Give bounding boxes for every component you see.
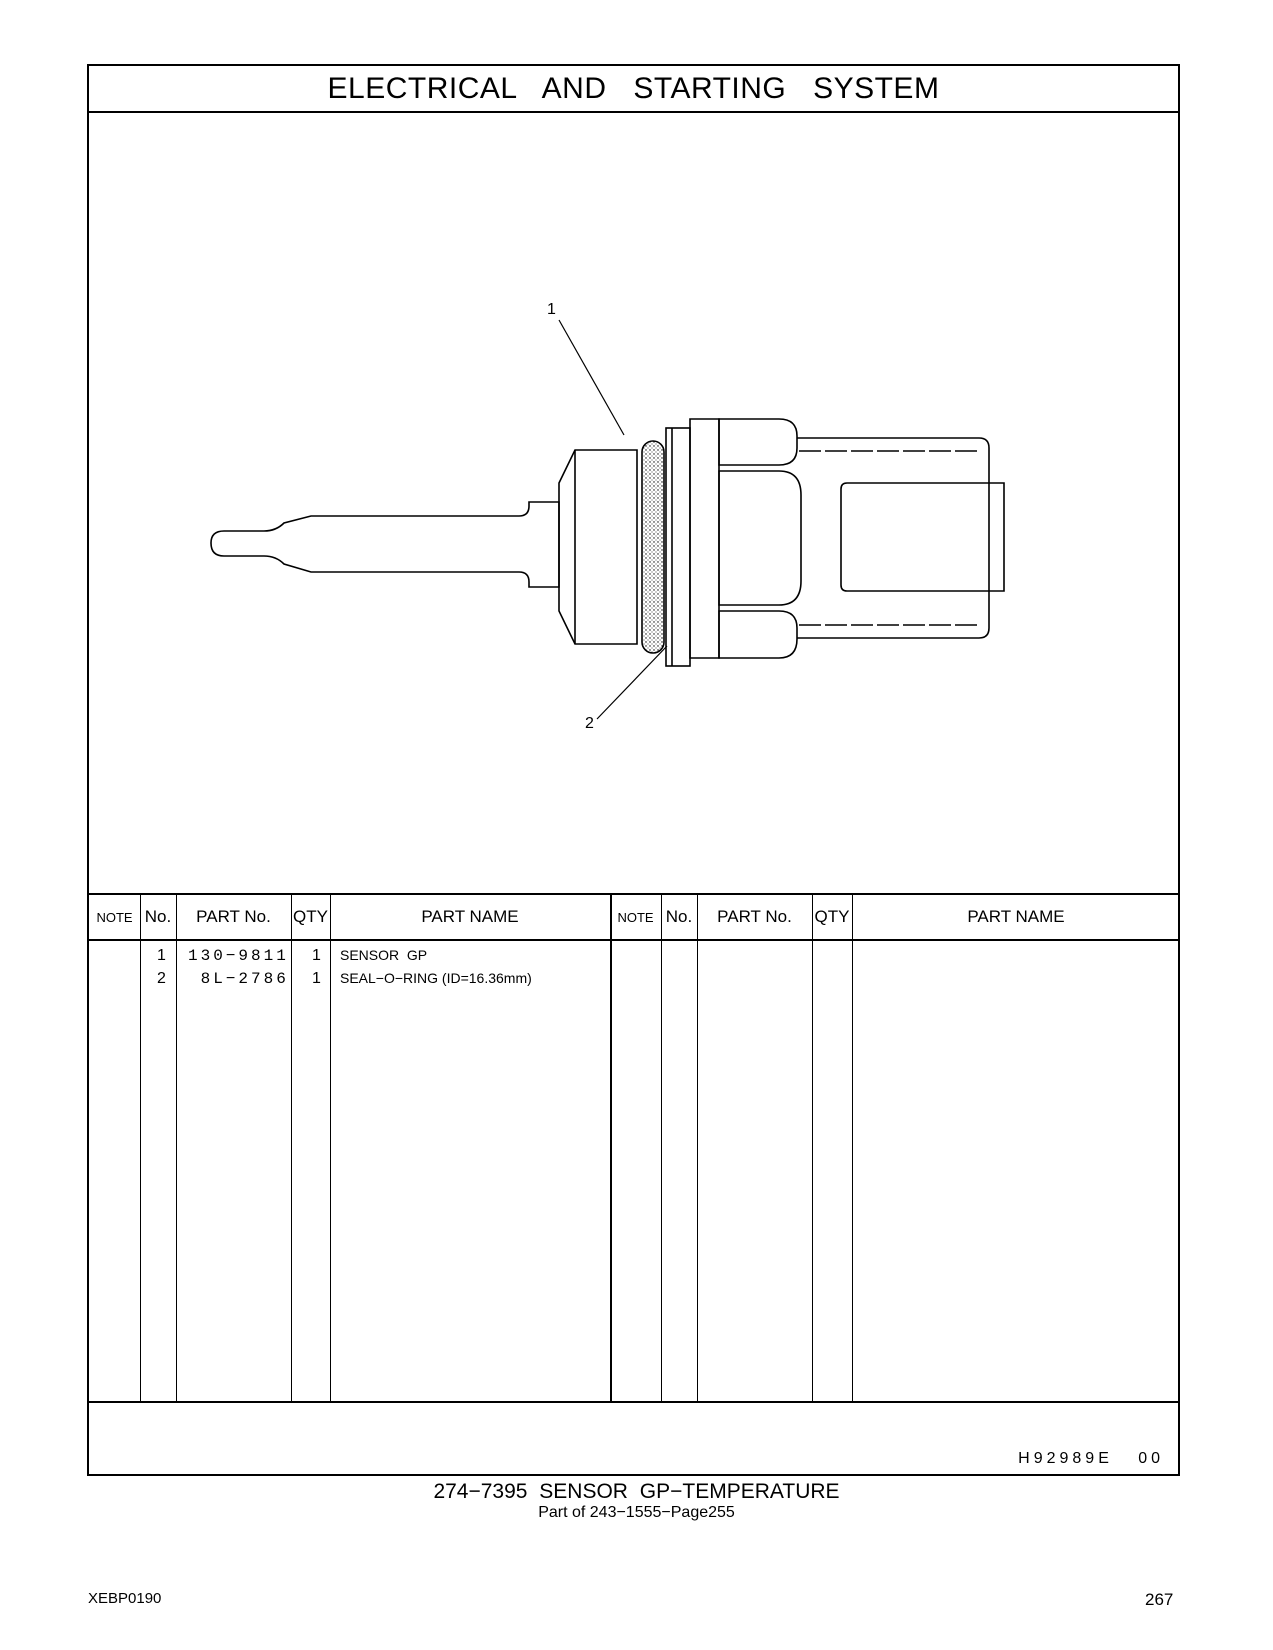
row-2-no: 2 [157,970,166,987]
sensor-drawing [89,113,1182,893]
header-part-name-right: PART NAME [967,907,1065,926]
header-no-right: No. [665,907,693,926]
sensor-body [559,450,637,644]
section-title: ELECTRICAL AND STARTING SYSTEM [327,71,940,105]
row-2-part-no: 8L−2786 [188,970,289,988]
header-note-left: NOTE [96,909,133,925]
header-part-no-left: PART No. [196,907,271,926]
connector-plug [841,483,1004,591]
row-2-part-name: SEAL−O−RING (ID=16.36mm) [340,970,532,986]
header-qty-left: QTY [293,907,328,926]
document-id: XEBP0190 [88,1590,162,1607]
row-2-qty: 1 [312,970,321,987]
section-title-bar [89,66,1178,113]
row-1-qty: 1 [312,947,321,964]
parts-illustration [89,113,1178,893]
assembly-caption: 274−7395 SENSOR GP−TEMPERATURE [433,1480,840,1503]
callout-2: 2 [585,715,594,732]
page-number: 267 [1145,1590,1174,1609]
o-ring [642,441,664,653]
row-1-part-no: 130−9811 [188,947,289,965]
row-1-no: 1 [157,947,166,964]
parts-page-frame [87,64,1180,1476]
drawing-footer [89,1401,1178,1476]
assembly-subcaption: Part of 243−1555−Page255 [538,1504,735,1521]
parts-table [89,893,1178,1401]
header-part-no-right: PART No. [717,907,792,926]
header-part-name-left: PART NAME [421,907,519,926]
header-no-left: No. [144,907,172,926]
connector-body [797,438,989,638]
callout-1: 1 [547,301,556,318]
row-1-part-name: SENSOR GP [340,947,428,963]
header-qty-right: QTY [814,907,850,926]
drawing-code: H92989E 00 [1018,1450,1164,1467]
hex-flange [690,419,719,658]
probe-shaft [211,502,559,587]
header-note-right: NOTE [617,909,654,925]
